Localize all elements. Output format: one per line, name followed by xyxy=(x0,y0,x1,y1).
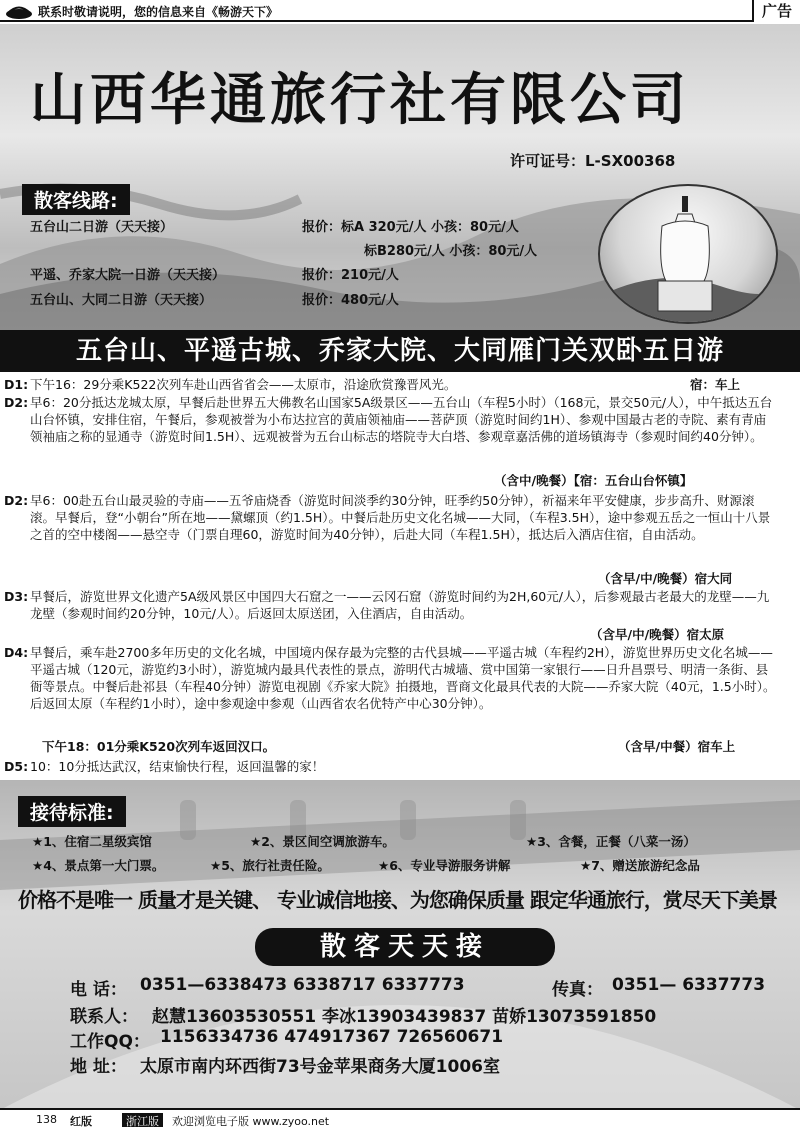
pagoda-icon xyxy=(600,186,778,324)
route-price: 报价：480元/人 xyxy=(302,293,399,308)
meal-note: （含中/晚餐）【宿：五台山台怀镇】 xyxy=(494,473,693,488)
license-number: 许可证号：L-SX00368 xyxy=(510,152,676,170)
route-name: 五台山二日游（天天接） xyxy=(30,220,174,235)
qq-numbers: 1156334736 474917367 726560671 xyxy=(160,1027,504,1047)
train-note: 下午18：01分乘K520次列车返回汉口。 xyxy=(42,739,276,754)
meal-note: （含早/中/晚餐）宿太原 xyxy=(590,627,725,642)
daily-service-badge: 散客天天接 xyxy=(255,928,555,966)
route-price: 标B280元/人 小孩：80元/人 xyxy=(364,244,538,259)
standard-item: ★5、旅行社责任险。 xyxy=(210,858,330,873)
contact-person-label: 联系人： xyxy=(70,1007,138,1027)
page-number: 138 xyxy=(36,1113,57,1126)
itinerary-day: D4: 早餐后，乘车赴2700多年历史的文化名城，中国境内保存最为完整的古代县城——平遥古城（车程约2H），游览世界历史文化名城——平遥古城（120元，游览约3小时），游览城内最具代表性的景点，游明代古城墙、赏中国第一家银行——日升昌票号、明清一条街、县衙等景点。中餐后赴祁县（车程40分钟）游览电视剧《乔家大院》拍摄地，晋商文化最具代表的大院——乔家大院（40元，1.5小时）。后返回太原（车程约1小时），途中参观途中参观（山西省农名优特产中心30分钟）。 xyxy=(4,645,776,711)
route-price: 报价：210元/人 xyxy=(302,268,399,283)
standard-item: ★2、景区间空调旅游车。 xyxy=(250,834,395,849)
site-link[interactable]: 欢迎浏览电子版 www.zyoo.net xyxy=(172,1115,330,1127)
qq-label: 工作QQ： xyxy=(70,1032,150,1052)
address: 太原市南内环西街73号金苹果商务大厦1006室 xyxy=(140,1057,500,1077)
standard-item: ★3、含餐，正餐（八菜一汤） xyxy=(526,834,696,849)
meal-note: （含早/中餐）宿车上 xyxy=(618,739,736,754)
itinerary-day: D1: 下午16：29分乘K522次列车赴山西省省会——太原市，沿途欣赏豫晋风光。 宿：车上 xyxy=(4,377,741,392)
itinerary-day: D2: 早6：20分抵达龙城太原，早餐后赴世界五大佛教名山国家5A级景区——五台山（车程5小时）（168元，景交50元/人），中午抵达五台山台怀镇，安排住宿，午餐后，参观被誉为小布达拉宫的黄庙领袖庙——菩萨顶（游览时间约1H）、参观中国最古老的寺院、素有青庙领袖庙之称的显通寺（游览时间1.5H）、远观被誉为五台山标志的塔院寺大白塔、参观章嘉活佛的道场镇海寺（参观时间约40分钟）。 xyxy=(4,395,773,444)
contact-persons: 赵慧13603530551 李冰13903439837 苗娇13073591850 xyxy=(152,1007,657,1027)
page-footer xyxy=(0,1108,800,1127)
route-name: 平遥、乔家大院一日游（天天接） xyxy=(30,268,226,283)
slogan: 价格不是唯一 质量才是关键、 专业诚信地接、为您确保质量 跟定华通旅行，赏尽天下美景 xyxy=(18,888,777,912)
standards-label: 接待标准: xyxy=(18,796,126,827)
route-price: 报价：标A 320元/人 小孩：80元/人 xyxy=(302,220,519,235)
route-name: 五台山、大同二日游（天天接） xyxy=(30,293,213,308)
phone-numbers: 0351—6338473 6338717 6337773 xyxy=(140,975,465,995)
itinerary xyxy=(0,374,800,784)
edition-label: 红版 xyxy=(70,1115,92,1127)
top-bar xyxy=(0,0,800,22)
meal-note: （含早/中/晚餐）宿大同 xyxy=(598,571,733,586)
fax-label: 传真： xyxy=(552,980,603,1000)
white-pagoda-photo xyxy=(598,184,778,324)
magazine-logo-icon xyxy=(4,2,34,20)
itinerary-day: D2: 早6：00赴五台山最灵验的寺庙——五爷庙烧香（游览时间淡季约30分钟，旺季约50分钟），祈福来年平安健康，步步高升、财源滚滚。早餐后，登“小朝台”所在地——黛螺顶（约1.5H）。中餐后赴历史文化名城——大同，（车程3.5H），途中参观五岳之一恒山十八景之首的空中楼阁——悬空寺（门票自理60，游览时间为40分钟），后赴大同（车程1.5H），抵达后入酒店住宿，自由活动。 xyxy=(4,493,771,542)
company-name: 山西华通旅行社有限公司 xyxy=(30,68,690,133)
tour-banner: 五台山、平遥古城、乔家大院、大同雁门关双卧五日游 xyxy=(0,330,800,372)
ad-tag: 广告 xyxy=(752,0,800,22)
standard-item: ★6、专业导游服务讲解 xyxy=(378,858,511,873)
standard-item: ★1、住宿二星级宾馆 xyxy=(32,834,152,849)
standard-item: ★4、景点第一大门票。 xyxy=(32,858,165,873)
region-label: 浙江版 xyxy=(122,1113,163,1127)
fax-number: 0351— 6337773 xyxy=(612,975,766,995)
itinerary-day: D5: 10：10分抵达武汉，结束愉快行程，返回温馨的家！ xyxy=(4,759,325,774)
address-label: 地 址： xyxy=(70,1057,127,1077)
phone-label: 电 话： xyxy=(70,980,127,1000)
lines-label: 散客线路: xyxy=(22,184,130,215)
standard-item: ★7、赠送旅游纪念品 xyxy=(580,858,700,873)
source-notice: 联系时敬请说明，您的信息来自《畅游天下》 xyxy=(38,5,279,19)
itinerary-day: D3: 早餐后，游览世界文化遗产5A级风景区中国四大石窟之一——云冈石窟（游览时间约为2H,60元/人），后参观最古老最大的龙壁——九龙壁（参观时间约20分钟，10元/人）。后返回太原送团，入住酒店，自由活动。 xyxy=(4,589,770,621)
